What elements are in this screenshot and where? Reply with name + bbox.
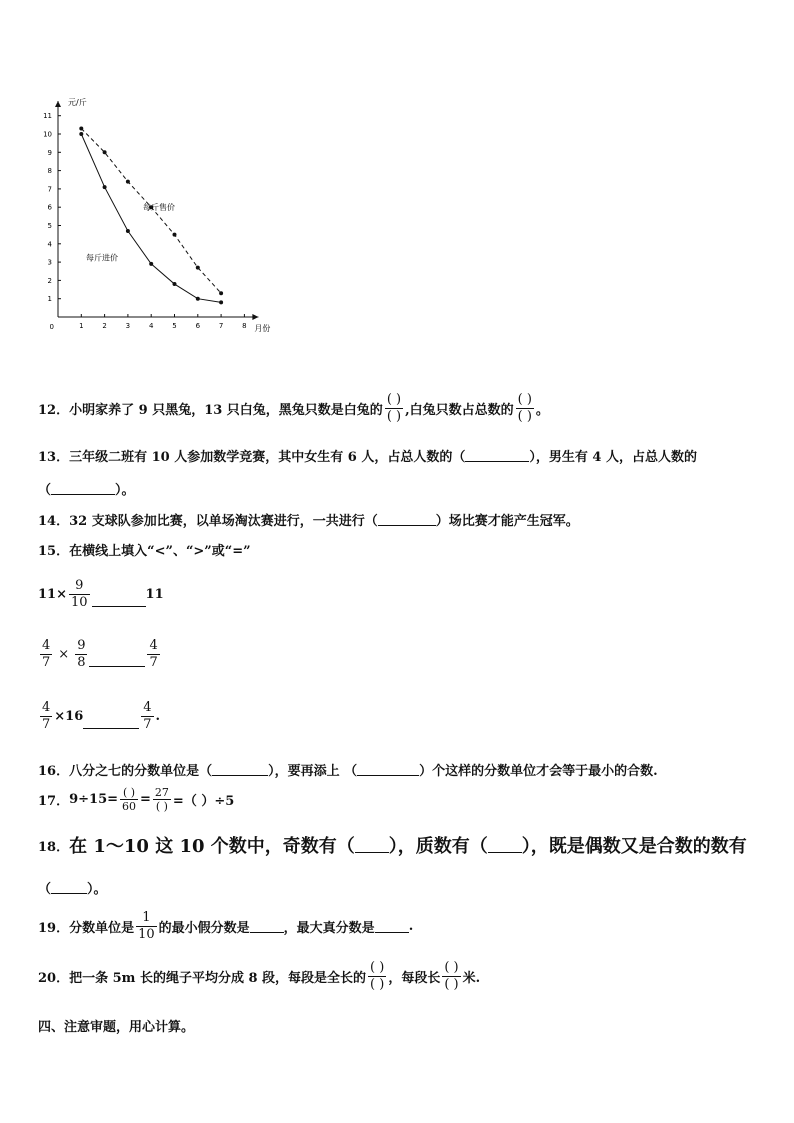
question-19 [38, 910, 413, 943]
q12-fraction-1-den: ( ) [386, 409, 402, 424]
question-13-line-2 [38, 479, 135, 498]
q15-r1-blank[interactable] [92, 590, 146, 607]
series-line-2 [81, 134, 221, 302]
y-tick-label: 6 [47, 203, 52, 212]
series-2-point [196, 297, 200, 301]
q15-number: 15． [38, 544, 70, 559]
q17-f2-den: ( ) [155, 800, 168, 813]
question-18 [38, 832, 747, 858]
q15-r3-f1-den: 7 [42, 717, 51, 732]
q19-blank-1[interactable] [250, 920, 284, 933]
q13-blank-2[interactable] [51, 482, 115, 495]
q17-text-2: =（ ）÷5 [172, 794, 235, 809]
series-1-point [173, 233, 177, 237]
q14-text-2: ）场比赛才能产生冠军。 [435, 514, 579, 529]
q19-fraction-num: 1 [142, 910, 151, 925]
q12-fraction-2 [516, 392, 534, 425]
series-2-point [126, 229, 130, 233]
q19-fraction [136, 910, 157, 943]
y-tick-label: 10 [43, 130, 52, 139]
q19-text-1: 分数单位是 [69, 921, 135, 936]
x-tick-label: 2 [102, 322, 107, 330]
q15-r2-op: × [58, 647, 70, 662]
q17-number: 17． [38, 794, 70, 809]
q15-r2-f3-den: 7 [149, 655, 158, 670]
q12-fraction-2-num: ( ) [517, 392, 532, 407]
q15-r3-f2-num: 4 [143, 700, 152, 715]
y-tick-label: 7 [47, 185, 52, 194]
q15-r2-fraction-1 [40, 638, 52, 671]
q14-text-1: 32 支球队参加比赛，以单场淘汰赛进行，一共进行（ [69, 514, 378, 529]
q17-equals: = [140, 792, 151, 807]
q16-text-3: ）个这样的分数单位才会等于最小的合数. [419, 764, 658, 779]
series-1-point [126, 180, 130, 184]
q18-text-1: 在 1～10 这 10 个数中，奇数有（ [69, 836, 355, 857]
q17-f1-num: ( ) [122, 786, 136, 799]
q18-blank-2[interactable] [488, 838, 522, 853]
q19-blank-2[interactable] [375, 920, 409, 933]
section-4-text: 四、注意审题，用心计算。 [38, 1020, 195, 1035]
q20-f2-den: ( ) [444, 977, 459, 992]
y-tick-label: 5 [47, 222, 52, 230]
q13-text-3: （ [38, 483, 52, 498]
q15-r1-fraction [69, 578, 90, 611]
q15-r2-f1-den: 7 [42, 655, 51, 670]
q16-blank-2[interactable] [357, 763, 419, 776]
q19-fraction-den: 10 [138, 927, 155, 942]
q15-r3-f2-den: 7 [143, 717, 152, 732]
q20-text-2: ，每段长 [388, 971, 441, 986]
q15-r2-blank[interactable] [89, 650, 145, 667]
q12-text-3: 。 [535, 403, 549, 418]
q20-f1-den: ( ) [370, 977, 385, 992]
q15-r3-end: . [155, 709, 161, 724]
q15-r3-fraction-2 [141, 700, 153, 733]
q20-number: 20． [38, 971, 70, 986]
q17-f2-num: 27 [154, 786, 169, 799]
q17-text-1: 9÷15= [69, 792, 119, 807]
q18-blank-1[interactable] [355, 838, 389, 853]
q13-text-1: 三年级二班有 10 人参加数学竞赛，其中女生有 6 人，占总人数的（ [69, 450, 466, 465]
y-tick-label: 8 [47, 167, 52, 176]
q18-text-5: ）。 [87, 882, 107, 897]
series-2-point [149, 262, 153, 266]
q15-r2-f3-num: 4 [149, 638, 158, 653]
series-2-point [79, 132, 83, 136]
q15-row-3 [38, 700, 160, 733]
series-1-point [196, 266, 200, 270]
q18-text-3: ），既是偶数又是合数的数有 [521, 836, 747, 857]
q15-r1-fraction-den: 10 [70, 595, 88, 610]
q12-number: 12． [38, 403, 70, 418]
series-label-2: 每斤进价 [85, 253, 118, 263]
q12-fraction-2-den: ( ) [517, 409, 532, 424]
q15-text: 在横线上填入“<”、“>”或“=” [69, 544, 251, 559]
x-tick-label: 4 [148, 322, 154, 330]
q15-r2-fraction-2 [75, 638, 87, 671]
question-16 [38, 760, 658, 779]
q20-text-1: 把一条 5m 长的绳子平均分成 8 段，每段是全长的 [69, 971, 367, 986]
q15-r3-fraction-1 [40, 700, 52, 733]
x-tick-label: 1 [79, 322, 84, 330]
q12-fraction-1 [385, 392, 403, 425]
q15-r3-blank[interactable] [83, 712, 139, 729]
question-14 [38, 510, 579, 529]
q18-text-2: ），质数有（ [388, 836, 488, 857]
x-tick-label: 6 [195, 322, 201, 330]
series-1-point [103, 150, 107, 154]
q15-r1-right: 11 [145, 587, 164, 602]
q15-r2-f1-num: 4 [42, 638, 51, 653]
y-tick-label: 1 [47, 295, 52, 304]
q15-r2-f2-den: 8 [77, 655, 86, 670]
x-tick-label: 5 [172, 322, 177, 330]
question-17 [38, 786, 234, 813]
series-1-point [79, 127, 83, 131]
q17-fraction-1 [120, 786, 138, 813]
y-axis-arrow [55, 101, 61, 107]
x-axis-arrow [252, 314, 258, 320]
q16-text-2: ），要再添上 （ [268, 764, 358, 779]
q12-text-2: ,白兔只数占总数的 [405, 403, 514, 418]
q13-number: 13． [38, 450, 70, 465]
q15-r1-left: 11× [38, 587, 67, 602]
series-2-point [219, 300, 223, 304]
question-20 [38, 960, 480, 993]
y-tick-label: 2 [47, 276, 52, 285]
x-tick-label: 7 [218, 322, 224, 330]
y-tick-label: 9 [47, 148, 52, 157]
y-tick-label: 4 [47, 240, 52, 249]
q17-fraction-2 [153, 786, 171, 813]
q20-fraction-1 [368, 960, 386, 993]
q14-number: 14． [38, 514, 70, 529]
q13-text-4: ）。 [115, 483, 135, 498]
series-2-point [103, 185, 107, 189]
q16-blank-1[interactable] [212, 763, 268, 776]
q13-blank-1[interactable] [465, 449, 529, 462]
q20-f1-num: ( ) [370, 960, 385, 975]
series-2-point [173, 282, 177, 286]
y-axis-label: 元/斤 [68, 98, 87, 108]
q20-fraction-2 [442, 960, 460, 993]
q20-f2-num: ( ) [444, 960, 459, 975]
q15-r2-f2-num: 9 [77, 638, 86, 653]
question-15 [38, 540, 251, 559]
x-tick-label: 8 [242, 322, 247, 330]
question-18-line-2 [38, 878, 107, 897]
q15-r3-mult: ×16 [54, 709, 84, 724]
q15-r3-f1-num: 4 [42, 700, 51, 715]
q15-r1-fraction-num: 9 [75, 578, 84, 593]
x-axis-label: 月份 [254, 324, 271, 333]
q13-text-2: ），男生有 4 人，占总人数的 [529, 450, 697, 465]
q15-r2-fraction-3 [147, 638, 159, 671]
q18-number: 18． [38, 839, 70, 855]
series-1-point [219, 291, 223, 295]
y-tick-label: 3 [47, 258, 52, 267]
q12-text-1: 小明家养了 9 只黑兔，13 只白兔，黑兔只数是白兔的 [69, 403, 383, 418]
y-tick-label: 11 [43, 112, 52, 121]
q15-row-1 [38, 578, 164, 611]
q20-text-3: 米. [462, 971, 481, 986]
q17-f1-den: 60 [122, 800, 137, 813]
q16-text-1: 八分之七的分数单位是（ [69, 764, 213, 779]
q19-text-4: . [408, 919, 414, 934]
q12-fraction-1-num: ( ) [386, 392, 402, 407]
q16-number: 16． [38, 764, 70, 779]
origin-label: 0 [49, 323, 54, 331]
q18-blank-3[interactable] [51, 881, 87, 894]
x-tick-label: 3 [125, 322, 131, 330]
question-12 [38, 392, 549, 425]
q19-text-2: 的最小假分数是 [158, 921, 250, 936]
q15-row-2 [38, 638, 162, 671]
q19-text-3: ，最大真分数是 [283, 921, 375, 936]
price-line-chart [40, 85, 300, 345]
section-4-heading [38, 1016, 194, 1035]
question-13 [38, 446, 697, 465]
q14-blank[interactable] [378, 513, 436, 526]
q19-number: 19． [38, 921, 70, 936]
q18-text-4: （ [38, 882, 52, 897]
series-label-1: 每斤售价 [143, 202, 176, 212]
